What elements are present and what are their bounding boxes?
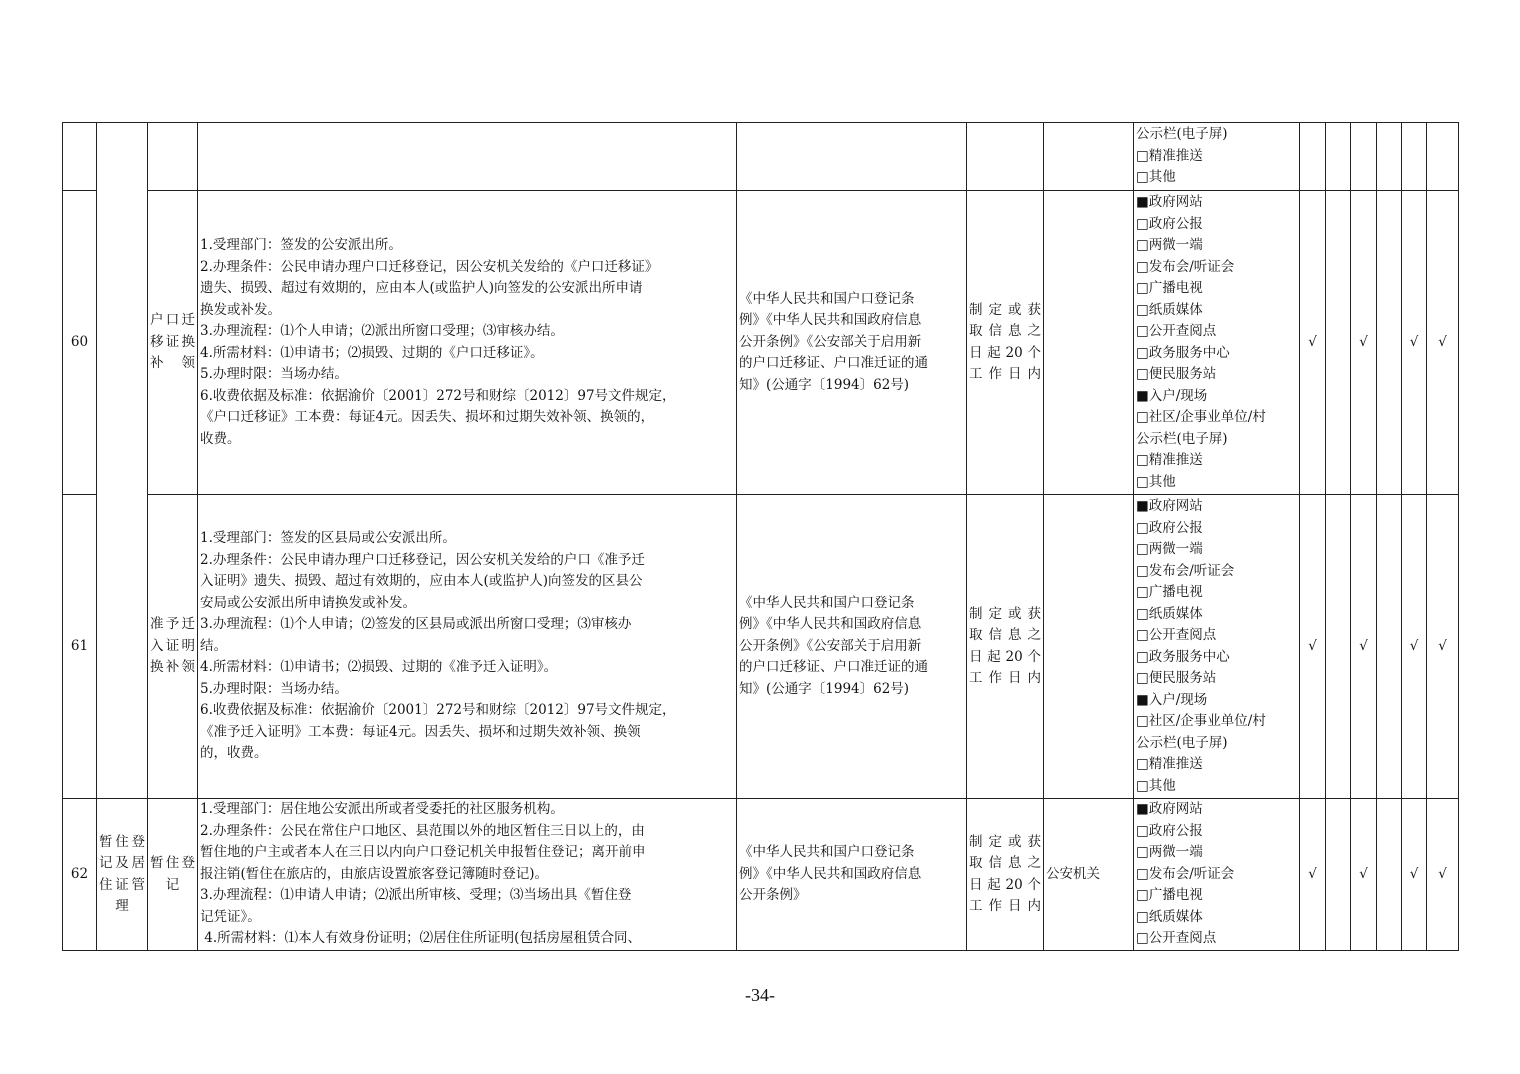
disclosure-table: [62, 122, 1459, 951]
table-row: [63, 799, 1459, 951]
cell-item: 准予迁 入证明 换补领: [148, 495, 198, 799]
cell-check: [1326, 123, 1351, 191]
cell-item: 暂住登 记: [148, 799, 198, 951]
cell-check: [1377, 799, 1402, 951]
cell-content: 1.受理部门：签发的公安派出所。 2.办理条件：公民申请办理户口迁移登记，因公安机关发给的《户口迁移证》 遗失、损毁、超过有效期的，应由本人(或监护人)向签发的公安派出所申请 换发或补发。 3.办理流程：⑴个人申请；⑵派出所窗口受理；⑶审核办结。 4.所需材料：⑴申请书；⑵损毁、过期的《户口迁移证》。 5.办理时限：当场办结。 6.收费依据及标准：依据渝价〔2001〕272号和财综〔2012〕97号文件规定， 《户口迁移证》工本费：每证4元。因丢失、损坏和过期失效补领、换领的， 收费。: [198, 191, 737, 495]
check-mark: √: [1402, 799, 1427, 951]
cell-time: 制定或获 取信息之 日起20个 工作日内: [967, 495, 1044, 799]
cell-no: [63, 123, 97, 191]
check-mark: √: [1427, 495, 1459, 799]
cell-item: 户口迁 移证换 补 领: [148, 191, 198, 495]
cell-no: 61: [63, 495, 97, 799]
cell-no: 62: [63, 799, 97, 951]
cell-time: 制定或获 取信息之 日起20个 工作日内: [967, 191, 1044, 495]
cell-item: [148, 123, 198, 191]
cell-subject: [1044, 123, 1134, 191]
cell-content: 1.受理部门：签发的区县局或公安派出所。 2.办理条件：公民申请办理户口迁移登记，因公安机关发给的户口《准予迁 入证明》遗失、损毁、超过有效期的，应由本人(或监护人)向签发的区县公 安局或公安派出所申请换发或补发。 3.办理流程：⑴个人申请；⑵签发的区县局或派出所窗口受理；⑶审核办 结。 4.所需材料：⑴申请书；⑵损毁、过期的《准予迁入证明》。 5.办理时限：当场办结。 6.收费依据及标准：依据渝价〔2001〕272号和财综〔2012〕97号文件规定， 《准予迁入证明》工本费：每证4元。因丢失、损坏和过期失效补领、换领 的，收费。: [198, 495, 737, 799]
cell-check: [1377, 123, 1402, 191]
cell-time: [967, 123, 1044, 191]
table-row: [63, 123, 1459, 191]
cell-disclosure: ■政府网站 □政府公报 □两微一端 □发布会/听证会 □广播电视 □纸质媒体 □公开查阅点: [1134, 799, 1300, 951]
check-mark: √: [1351, 191, 1377, 495]
cell-check: [1326, 799, 1351, 951]
check-mark: √: [1300, 799, 1326, 951]
cell-subject: [1044, 191, 1134, 495]
check-mark: √: [1300, 495, 1326, 799]
cell-check: [1377, 191, 1402, 495]
cell-category: 暂住登 记及居 住证管 理: [97, 799, 148, 951]
cell-content: 1.受理部门：居住地公安派出所或者受委托的社区服务机构。 2.办理条件：公民在常住户口地区、县范围以外的地区暂住三日以上的，由 暂住地的户主或者本人在三日以内向户口登记机关申报暂住登记；离开前申 报注销(暂住在旅店的，由旅店设置旅客登记簿随时登记)。 3.办理流程：⑴申请人申请；⑵派出所审核、受理；⑶当场出具《暂住登 记凭证》。 4.所需材料：⑴本人有效身份证明；⑵居住住所证明(包括房屋租赁合同、: [198, 799, 737, 951]
cell-check: [1300, 123, 1326, 191]
cell-basis: 《中华人民共和国户口登记条 例》《中华人民共和国政府信息 公开条例》《公安部关于启用新 的户口迁移证、户口准迁证的通 知》(公通字〔1994〕62号): [737, 191, 967, 495]
cell-basis: 《中华人民共和国户口登记条 例》《中华人民共和国政府信息 公开条例》《公安部关于启用新 的户口迁移证、户口准迁证的通 知》(公通字〔1994〕62号): [737, 495, 967, 799]
cell-check: [1427, 123, 1459, 191]
cell-subject: 公安机关: [1044, 799, 1134, 951]
check-mark: √: [1300, 191, 1326, 495]
check-mark: √: [1427, 799, 1459, 951]
page-number: -34-: [745, 985, 775, 1005]
cell-check: [1326, 495, 1351, 799]
table-row: [63, 191, 1459, 495]
check-mark: √: [1402, 495, 1427, 799]
cell-time: 制定或获 取信息之 日起20个 工作日内: [967, 799, 1044, 951]
cell-category: [97, 123, 148, 799]
cell-content: [198, 123, 737, 191]
cell-disclosure: ■政府网站 □政府公报 □两微一端 □发布会/听证会 □广播电视 □纸质媒体 □公开查阅点 □政务服务中心 □便民服务站 ■入户/现场 □社区/企事业单位/村 公示栏(电子屏) □精准推送 □其他: [1134, 495, 1300, 799]
table-row: [63, 495, 1459, 799]
check-mark: √: [1402, 191, 1427, 495]
check-mark: √: [1427, 191, 1459, 495]
cell-check: [1326, 191, 1351, 495]
cell-check: [1402, 123, 1427, 191]
cell-disclosure: 公示栏(电子屏) □精准推送 □其他: [1134, 123, 1300, 191]
check-mark: √: [1351, 495, 1377, 799]
cell-subject: [1044, 495, 1134, 799]
cell-basis: [737, 123, 967, 191]
cell-disclosure: ■政府网站 □政府公报 □两微一端 □发布会/听证会 □广播电视 □纸质媒体 □公开查阅点 □政务服务中心 □便民服务站 ■入户/现场 □社区/企事业单位/村 公示栏(电子屏) □精准推送 □其他: [1134, 191, 1300, 495]
cell-no: 60: [63, 191, 97, 495]
cell-basis: 《中华人民共和国户口登记条 例》《中华人民共和国政府信息 公开条例》: [737, 799, 967, 951]
check-mark: √: [1351, 799, 1377, 951]
cell-check: [1377, 495, 1402, 799]
cell-check: [1351, 123, 1377, 191]
